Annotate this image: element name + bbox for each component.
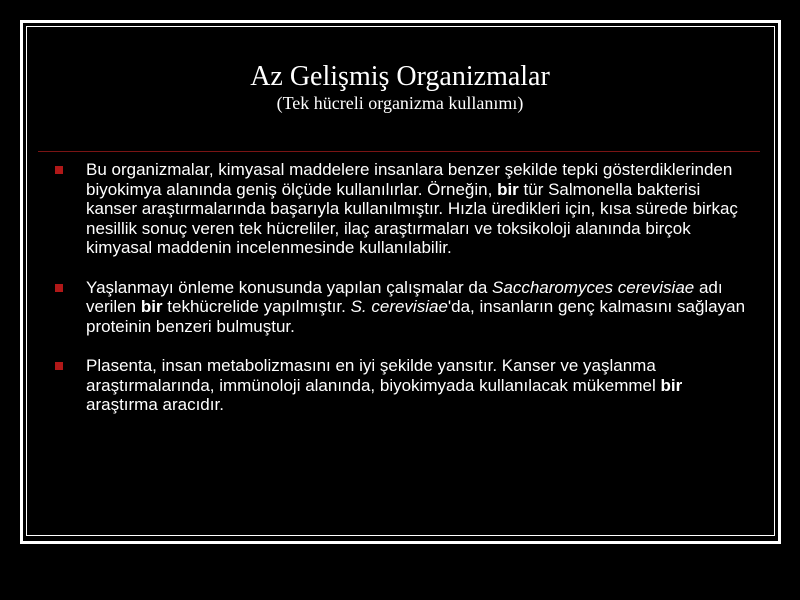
- bullet-italic-term: S. cerevisiae: [350, 297, 448, 316]
- slide-subtitle: (Tek hücreli organizma kullanımı): [276, 93, 524, 113]
- bullet-item: [55, 356, 755, 415]
- bullet-italic-term: Saccharomyces cerevisiae: [492, 277, 695, 297]
- square-bullet-icon: [55, 166, 63, 174]
- bullet-item: [55, 278, 755, 337]
- slide-title: Az Gelişmiş Organizmalar: [250, 61, 550, 92]
- bullet-text: [86, 278, 745, 336]
- bullet-item: [55, 160, 755, 258]
- bullet-text: [86, 160, 738, 257]
- bullet-text: [86, 356, 682, 414]
- bullet-text-part: tekhücrelide yapılmıştır.: [162, 297, 351, 316]
- bullet-bold-word: bir: [140, 297, 163, 316]
- square-bullet-icon: [55, 284, 63, 292]
- title-divider: [38, 151, 760, 152]
- bullet-text-part: Plasenta, insan metabolizmasını en iyi şekilde yansıtır. Kanser ve yaşlanma araştırmalarında, immünoloji alanında, biyokimyada kullanılacak mükemmel: [86, 356, 661, 395]
- bullet-bold-word: bir: [660, 375, 683, 395]
- square-bullet-icon: [55, 362, 63, 370]
- bullet-text-part: araştırma aracıdır.: [86, 395, 224, 414]
- bullet-text-part: Bu organizmalar, kimyasal maddelere insanlara benzer şekilde tepki gösterdiklerinden biyokimya alanında geniş ölçüde kullanılırlar. Örneğin,: [86, 160, 733, 199]
- bullet-text-part: 'da, insanların genç kalmasını sağlayan proteinin benzeri bulmuştur.: [86, 297, 746, 336]
- bullet-text-part: tür Salmonella bakterisi kanser araştırmalarında başarıyla kullanılmıştır. Hızla üredikleri için, kısa sürede birkaç nesillik sonuç veren tek hücreliler, ilaç araştırmaları ve toksikoloji alanında birçok kimyasal maddenin incelenmesinde kullanılabilir.: [86, 179, 738, 257]
- bullet-list: [55, 160, 755, 435]
- bullet-text-part: Yaşlanmayı önleme konusunda yapılan çalışmalar da: [86, 277, 493, 297]
- bullet-bold-word: bir: [497, 179, 519, 199]
- title-block: [30, 60, 770, 112]
- bullet-text-part: adı verilen: [86, 277, 723, 316]
